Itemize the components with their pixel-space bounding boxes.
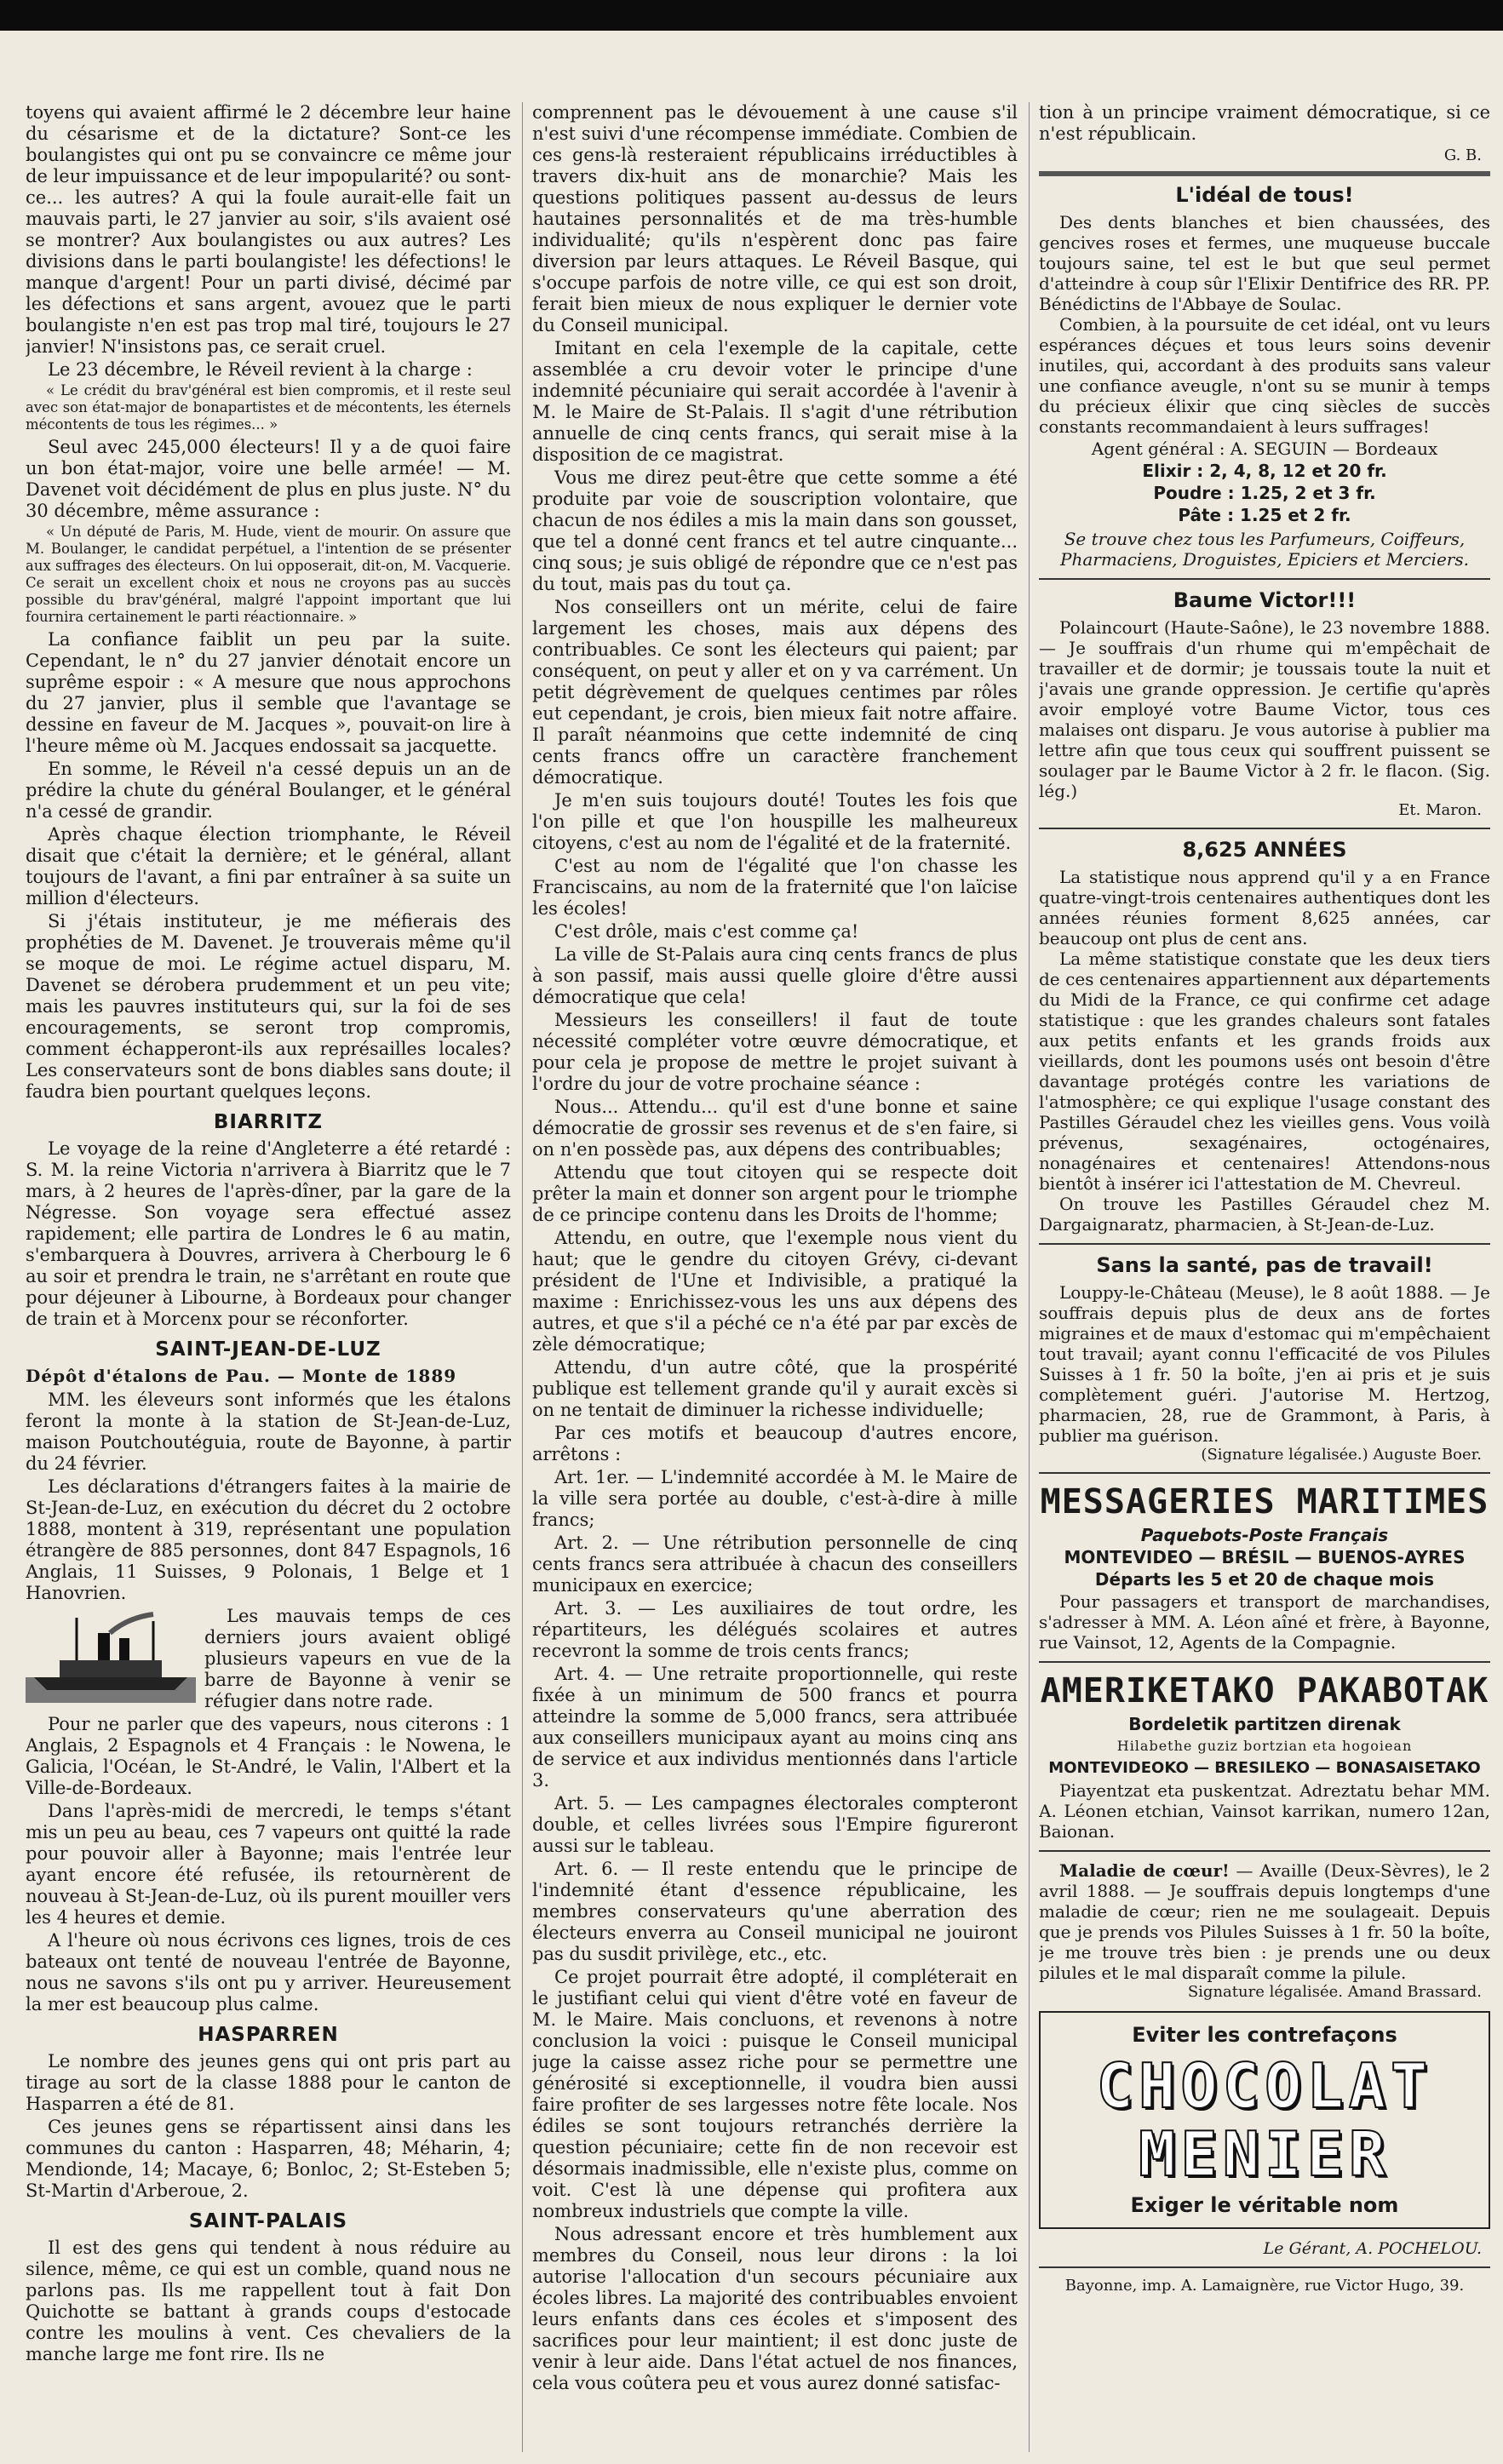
brand-chocolat: CHOCOLAT (1096, 2050, 1433, 2122)
divider (1039, 828, 1490, 829)
paragraph: C'est au nom de l'égalité que l'on chasse les Franciscains, au nom de la fraternité que l'on laïcise les écoles! (532, 856, 1018, 919)
ad-text: Louppy-le-Château (Meuse), le 8 août 1888. — Je souffrais depuis plus de deux ans de fortes migraines et de maux d'estomac qui m'empêchaient tout travail; ayant connu l'efficacité de vos Pilules Suisses à 1 fr. 50 la boîte, j'en ai pris et je suis complètement guéri. J'autorise M. Hertzog, pharmacien, 28, rue de Grammont, à Paris, à publier ma guérison. (1039, 1282, 1490, 1446)
ad-body: — Availle (Deux-Sèvres), le 2 avril 1888. — Je souffrais depuis longtemps d'une maladie de cœur; rien ne me soulageait. Depuis que je prends vos Pilules Suisses à 1 fr. 50 la boîte, je me trouve très bien : je prends une ou deux pilules et le mal disparaît comme la pilule. (1039, 1860, 1490, 1983)
paragraph: Après chaque élection triomphante, le Réveil disait que c'était la dernière; et le général, allant toujours de l'avant, a fini par entraîner à sa suite un million d'électeurs. (26, 824, 511, 908)
paragraph: Imitant en cela l'exemple de la capitale, cette assemblée a cru devoir voter le principe d'une indemnité pécuniaire qui serait accordée à l'avenir à M. le Maire de St-Palais. Il s'agit d'une rétribution annuelle de cinq cents francs, qui serait mise à la disposition de ce magistrat. (532, 338, 1018, 465)
ad-route: MONTEVIDEO — BRÉSIL — BUENOS-AYRES (1064, 1547, 1466, 1567)
paragraph: toyens qui avaient affirmé le 2 décembre leur haine du césarisme et de la dictature? Sont-ce les boulangistes qui ont pu se convaincre ce même jour de leur impuissance et de leur impopularité? ou sont-ce... les autres? A qui la foule aurait-elle fait un mauvais parti, le 27 janvier au soir, s'ils avaient osé se montrer? Aux boulangistes ou aux autres? Les divisions dans le parti boulangiste! les défections! le manque d'argent! Pour un parti divisé, décimé par les défections et sans argent, avouez que le parti boulangiste n'en est pas trop mal tiré, toujours le 27 janvier! N'insistons pas, ce serait cruel. (26, 102, 511, 357)
ad-pakabotak (1039, 1671, 1490, 1842)
ad-subtitle: Bordeletik partitzen direnak (1128, 1714, 1401, 1734)
quote: « Un député de Paris, M. Hude, vient de mourir. On assure que M. Boulanger, le candidat perpétuel, a l'intention de se présenter aux suffrages des électeurs. On lui opposerait, dit-on, M. Vacquerie. Ce serait un excellent choix et nous ne croyons pas au succès possible du brav'général, malgré l'appoint important que lui fournira certainement le parti réactionnaire. » (26, 524, 511, 625)
article-1: Art. 1er. — L'indemnité accordée à M. le Maire de la ville sera portée au double, c'est-à-dire à mille francs; (532, 1467, 1018, 1530)
ad-text: La statistique nous apprend qu'il y a en France quatre-vingt-trois centenaires authentiques dont les années réunies forment 8,625 années, car beaucoup ont plus de cent ans. (1039, 867, 1490, 948)
column-1 (26, 102, 511, 2452)
paragraph: Le 23 décembre, le Réveil revient à la charge : (48, 359, 473, 380)
ad-text: La même statistique constate que les deux tiers de ces centenaires appartiennent aux départements du Midi de la France, ce qui confirme cet adage statistique : que les grandes chaleurs sont fatales aux petits enfants et les grands froids aux vieillards, dont les poumons usés ont besoin d'être davantage protégés contre les variations de l'atmosphère; ce qui explique l'usage constant des Pastilles Géraudel chez les vieilles gens. Vous voilà prévenus, sexagénaires, octogénaires, nonagénaires et centenaires! Attendons-nous bientôt à insérer ici l'attestation de M. Chevreul. (1039, 948, 1490, 1194)
paragraph: La confiance faiblit un peu par la suite. Cependant, le n° du 27 janvier dénotait encore un suprême espoir : « A mesure que nous approchons du 27 janvier, plus il semble que l'avantage se dessine en faveur de M. Jacques », pouvait-on lire à l'heure même où M. Jacques endossait sa jacquette. (26, 629, 511, 756)
gerant-line: Le Gérant, A. POCHELOU. (1263, 2239, 1482, 2258)
ad-text: Des dents blanches et bien chaussées, des gencives roses et fermes, une muqueuse buccale toujours saine, tel est le but que seul permet d'atteindre à coup sûr l'Elixir Dentifrice des RR. PP. Bénédictins de l'Abbaye de Soulac. (1039, 212, 1490, 314)
ad-price-pate: Pâte : 1.25 et 2 fr. (1178, 505, 1351, 525)
sub-heading: Dépôt d'étalons de Pau. — Monte de 1889 (26, 1366, 457, 1386)
article-5: Art. 5. — Les campagnes électorales compteront double, et celles livrées sous l'Empire figureront aussi sur le tableau. (532, 1793, 1018, 1856)
paragraph: comprennent pas le dévouement à une cause s'il n'est suivi d'une récompense immédiate. Combien de ces gens-là resteraient républicains irréductibles à travers dix-huit ans de monarchie? Mais les questions politiques passent au-dessus de leurs hautaines personnalités et de ma très-humble individualité; qu'ils n'espèrent donc pas faire diversion par leurs attaques. Le Réveil Basque, qui s'occupe parfois de notre ville, ce qui est son droit, ferait bien mieux de nous expliquer le dernier vote du Conseil municipal. (532, 102, 1018, 335)
ad-signature: (Signature légalisée.) Auguste Boer. (1201, 1446, 1482, 1464)
divider (1039, 171, 1490, 176)
paragraph: La ville de St-Palais aura cinq cents francs de plus à son passif, mais aussi quelle gloire d'être aussi démocratique que cela! (532, 944, 1018, 1007)
newspaper-page (26, 102, 1490, 2461)
paragraph: Par ces motifs et beaucoup d'autres encore, arrêtons : (532, 1423, 1018, 1464)
ad-top-line: Eviter les contrefaçons (1132, 2023, 1397, 2047)
ad-text: Polaincourt (Haute-Saône), le 23 novembre 1888. — Je souffrais d'un rhume qui m'empêchait de travailler et de dormir; je toussais toute la nuit et j'avais une grande oppression. Je certifie qu'après avoir employé votre Baume Victor, tous ces malaises ont disparu. Je vous autorise à publier ma lettre afin que tous ceux qui souffrent puissent se soulager par le Baume Victor à 2 fr. le flacon. (Sig. lég.) (1039, 617, 1490, 801)
column-2 (532, 102, 1018, 2452)
column-rule (522, 102, 523, 2452)
ad-text: Combien, à la poursuite de cet idéal, ont vu leurs espérances déçues et tous leurs soins devenir inutiles, qui, accordant à des produits sans valeur une confiance aveugle, n'ont su se munir à temps du précieux élixir que cinq siècles de succès constants recommandaient à leurs suffrages! (1039, 314, 1490, 437)
divider (1039, 1243, 1490, 1245)
divider (1039, 2266, 1490, 2268)
scan-top-border (0, 0, 1503, 31)
ad-elixir (1039, 183, 1490, 570)
paragraph: Les mauvais temps de ces derniers jours avaient obligé plusieurs vapeurs en vue de la barre de Bayonne à venir se réfugier dans notre rade. (204, 1606, 511, 1711)
ad-agent: Agent général : A. SEGUIN — Bordeaux (1091, 438, 1438, 459)
ad-route: MONTEVIDEOKO — BRESILEKO — BONASAISETAKO (1048, 1759, 1481, 1777)
section-heading-hasparren: HASPARREN (198, 2024, 339, 2046)
ad-text: Pour passagers et transport de marchandises, s'adresser à MM. A. Léon aîné et frère, à Bayonne, rue Vainsot, 12, Agents de la Compagnie. (1039, 1591, 1490, 1653)
divider (1039, 1661, 1490, 1663)
ad-text: On trouve les Pastilles Géraudel chez M. Dargaignaratz, pharmacien, à St-Jean-de-Luz. (1039, 1194, 1490, 1235)
paragraph: Attendu, en outre, que l'exemple nous vient du haut; que le gendre du citoyen Grévy, ci-devant président de l'Une et Indivisible, a pratiqué la maxime : Enrichissez-vous les uns aux dépens des autres, et que s'il a péché ce n'a été par par excès de zèle démocratique; (532, 1228, 1018, 1355)
ad-footer: Se trouve chez tous les Parfumeurs, Coiffeurs, Pharmaciens, Droguistes, Epiciers et Merciers. (1060, 529, 1469, 570)
article-4: Art. 4. — Une retraite proportionnelle, qui reste fixée à un minimum de 500 francs et pourra atteindre la somme de 5,000 francs, sera attribuée aux conseillers municipaux ayant au moins cinq ans de service et aux individus mentionnés dans l'article 3. (532, 1664, 1018, 1791)
steamship-illustration (26, 1609, 196, 1703)
ad-title: MESSAGERIES MARITIMES (1040, 1482, 1489, 1521)
divider (1039, 1850, 1490, 1852)
ad-signature: Et. Maron. (1398, 801, 1482, 819)
ad-text (1039, 1860, 1490, 1983)
ad-title: AMERIKETAKO PAKABOTAK (1040, 1671, 1489, 1710)
column-3 (1039, 102, 1490, 2452)
paragraph: Messieurs les conseillers! il faut de toute nécessité compléter votre œuvre démocratique, et pour cela je propose de mettre le projet suivant à l'ordre du jour de votre prochaine séance : (532, 1010, 1018, 1094)
paragraph: tion à un principe vraiment démocratique, si ce n'est républicain. (1039, 102, 1490, 144)
paragraph: Pour ne parler que des vapeurs, nous citerons : 1 Anglais, 2 Espagnols et 4 Français : le Nowena, le Galicia, l'Océan, le St-André, le Valin, l'Albert et la Ville-de-Bordeaux. (26, 1714, 511, 1798)
paragraph: Attendu, d'un autre côté, que la prospérité publique est tellement grande qu'il y aurait excès si on ne tentait de diminuer la richesse individuelle; (532, 1357, 1018, 1420)
paragraph: En somme, le Réveil n'a cessé depuis un an de prédire la chute du général Boulanger, et le général n'a cessé de grandir. (26, 759, 511, 822)
ad-text: Piayentzat eta puskentzat. Adreztatu behar MM. A. Léonen etchian, Vainsot karrikan, numero 12an, Baionan. (1039, 1780, 1490, 1842)
paragraph: Les déclarations d'étrangers faites à la mairie de St-Jean-de-Luz, en exécution du décret du 2 octobre 1888, montent à 319, représentant une population étrangère de 885 personnes, dont 847 Espagnols, 16 Anglais, 11 Suisses, 9 Polonais, 1 Belge et 1 Hanovrien. (26, 1476, 511, 1603)
paragraph: Le nombre des jeunes gens qui ont pris part au tirage au sort de la classe 1888 pour le canton de Hasparren a été de 81. (26, 2051, 511, 2114)
quote: « Le crédit du brav'général est bien compromis, et il reste seul avec son état-major de bonapartistes et de mécontents, les éternels mécontents de tous les régimes... » (26, 382, 511, 433)
paragraph: Je m'en suis toujours douté! Toutes les fois que l'on pille et que l'on houspille les malheureux citoyens, c'est au nom de l'égalité et de la fraternité. (532, 790, 1018, 853)
ad-title: Baume Victor!!! (1173, 588, 1357, 612)
paragraph: Attendu que tout citoyen qui se respecte doit prêter la main et donner son argent pour le triomphe de ce principe contenu dans les Droits de l'homme; (532, 1162, 1018, 1225)
ad-price-elixir: Elixir : 2, 4, 8, 12 et 20 fr. (1142, 461, 1387, 481)
ad-price-poudre: Poudre : 1.25, 2 et 3 fr. (1153, 483, 1376, 503)
ad-maladie-coeur (1039, 1860, 1490, 2001)
ad-title: Maladie de cœur! (1059, 1860, 1230, 1881)
brand-menier: MENIER (1138, 2118, 1391, 2190)
paragraph: Nos conseillers ont un mérite, celui de faire largement les choses, mais aux dépens des contribuables. Ce sont les électeurs qui paient; par conséquent, on peut y aller et on y va carrément. Un petit dégrèvement de quelques centimes par rôles eut cependant, je crois, bien mieux fait notre affaire. Il paraît néanmoins que cette indemnité de cinq cents francs offre un caractère franchement démocratique. (532, 597, 1018, 788)
ad-pastilles (1039, 838, 1490, 1235)
ad-subtitle: Hilabethe guziz bortzian eta hogoiean (1116, 1738, 1413, 1754)
ad-bottom-line: Exiger le véritable nom (1130, 2193, 1399, 2217)
section-heading-biarritz: BIARRITZ (213, 1111, 324, 1133)
article-3: Art. 3. — Les auxiliaires de tout ordre, les répartiteurs, les délégués scolaires et autres recevront la somme de trois cents francs; (532, 1598, 1018, 1661)
ad-signature: Signature légalisée. Amand Brassard. (1187, 1983, 1482, 2001)
paragraph: A l'heure où nous écrivons ces lignes, trois de ces bateaux ont tenté de nouveau l'entrée de Bayonne, nous ne savons s'ils ont pu y arriver. Heureusement la mer est beaucoup plus calme. (26, 1930, 511, 2014)
divider (1039, 1472, 1490, 1474)
paragraph: Si j'étais instituteur, je me méfierais des prophéties de M. Davenet. Je trouverais même qu'il se moque de moi. Le régime actuel disparu, M. Davenet se dérobera prudemment et un peu vite; mais les pauvres instituteurs qui, sur la foi de ses encouragements, se seront trop compromis, comment échapperont-ils aux représailles locales? Les conservateurs sont de bons diables sans doute; il faudra bien pourtant quelques leçons. (26, 911, 511, 1102)
paragraph: Le voyage de la reine d'Angleterre a été retardé : S. M. la reine Victoria n'arrivera à Biarritz que le 7 mars, à 2 heures de l'après-dîner, par la gare de la Négresse. Son voyage sera effectué assez rapidement; elle partira de Londres le 6 au matin, s'embarquera à Douvres, arrivera à Cherbourg le 6 au soir et prendra le train, ne s'arrêtant en route que pour déjeuner à Libourne, à Bordeaux pour changer de train et à Morcenx pour se réconforter. (26, 1138, 511, 1329)
paragraph: Seul avec 245,000 électeurs! Il y a de quoi faire un bon état-major, voire une belle armée! — M. Davenet voit décidément de plus en plus juste. N° du 30 décembre, même assurance : (26, 437, 511, 521)
paragraph: Ce projet pourrait être adopté, il compléterait en le justifiant celui qui vient d'être voté en faveur de M. le Maire. Mais concluons, et revenons à notre conclusion la voici : puisque le Conseil municipal juge la caisse assez riche pour se permettre une générosité si exceptionnelle, il voudra bien aussi faire profiter de ses largesses notre fête locale. Nos édiles se sont toujours retranchés derrière la question pécuniaire; cette fin de non recevoir est désormais inadmissible, elle n'existe plus, comme on voit. C'est là une dépense qui profitera aux nombreux industriels que compte la ville. (532, 1967, 1018, 2221)
ad-title: L'idéal de tous! (1175, 183, 1354, 207)
article-6: Art. 6. — Il reste entendu que le principe de l'indemnité étant d'essence républicaine, les membres conservateurs qu'une aberration des électeurs enverra au Conseil municipal ne jouiront pas du susdit privilège, etc., etc. (532, 1859, 1018, 1964)
ad-subtitle: Paquebots-Poste Français (1140, 1525, 1389, 1545)
ad-title: 8,625 ANNÉES (1182, 838, 1347, 862)
paragraph: MM. les éleveurs sont informés que les étalons feront la monte à la station de St-Jean-de-Luz, maison Poutchoutéguia, route de Bayonne, à partir du 24 février. (26, 1390, 511, 1474)
ad-messageries (1039, 1482, 1490, 1653)
paragraph: C'est drôle, mais c'est comme ça! (554, 921, 859, 942)
divider (1039, 578, 1490, 580)
paragraph: Ces jeunes gens se répartissent ainsi dans les communes du canton : Hasparren, 48; Méharin, 4; Mendionde, 14; Macaye, 6; Bonloc, 2; St-Esteben 5; St-Martin d'Arberoue, 2. (26, 2117, 511, 2201)
ad-dates: Départs les 5 et 20 de chaque mois (1094, 1569, 1435, 1590)
section-heading-saint-jean-de-luz: SAINT-JEAN-DE-LUZ (155, 1338, 381, 1361)
ad-title: Sans la santé, pas de travail! (1096, 1253, 1433, 1277)
paragraph: Vous me direz peut-être que cette somme a été produite par voie de souscription volontaire, que chacun de nos édiles a mis la main dans son gousset, que tel a donné cent francs et tel autre cinquante... cinq sous; je suis obligé de répondre que ce n'est pas du tout, mais pas du tout ça. (532, 467, 1018, 594)
article-2: Art. 2. — Une rétribution personnelle de cinq cents francs sera attribuée à chacun des conseillers municipaux en exercice; (532, 1533, 1018, 1596)
column-rule (1029, 102, 1030, 2452)
paragraph: Nous adressant encore et très humblement aux membres du Conseil, nous leur dirons : la loi autorise l'allocation d'un secours pécuniaire aux écoles libres. La majorité des contribuables envoient leurs enfants dans ces écoles et s'imposent des sacrifices pour leur maintient; il est donc juste de venir à leur aide. Dans l'état actuel de nos finances, cela vous coûtera peu et vous aurez donné satisfac- (532, 2224, 1018, 2393)
paragraph: Dans l'après-midi de mercredi, le temps s'étant mis un peu au beau, ces 7 vapeurs ont quitté la rade pour pouvoir aller à Bayonne; mais l'entrée leur ayant encore été refusée, ils retournèrent de nouveau à St-Jean-de-Luz, où ils purent mouiller vers les 4 heures et demie. (26, 1801, 511, 1928)
signature: G. B. (1443, 146, 1482, 164)
ad-chocolat-menier (1039, 2011, 1490, 2229)
imprimeur-line: Bayonne, imp. A. Lamaignère, rue Victor Hugo, 39. (1064, 2277, 1465, 2295)
ad-pilules-suisses (1039, 1253, 1490, 1464)
ad-baume-victor (1039, 588, 1490, 819)
paragraph: Il est des gens qui tendent à nous réduire au silence, même, ce qui est un comble, quand nous ne parlons pas. Ils me rappellent tout à fait Don Quichotte se battant à grands coups d'estocade contre les moulins à vent. Ces chevaliers de la manche large me font rire. Ils ne (26, 2238, 511, 2364)
paragraph: Nous... Attendu... qu'il est d'une bonne et saine démocratie de grossir ses revenus et de s'en faire, si on n'en possède pas, aux dépens des contribuables; (532, 1097, 1018, 1160)
section-heading-saint-palais: SAINT-PALAIS (188, 2210, 348, 2232)
